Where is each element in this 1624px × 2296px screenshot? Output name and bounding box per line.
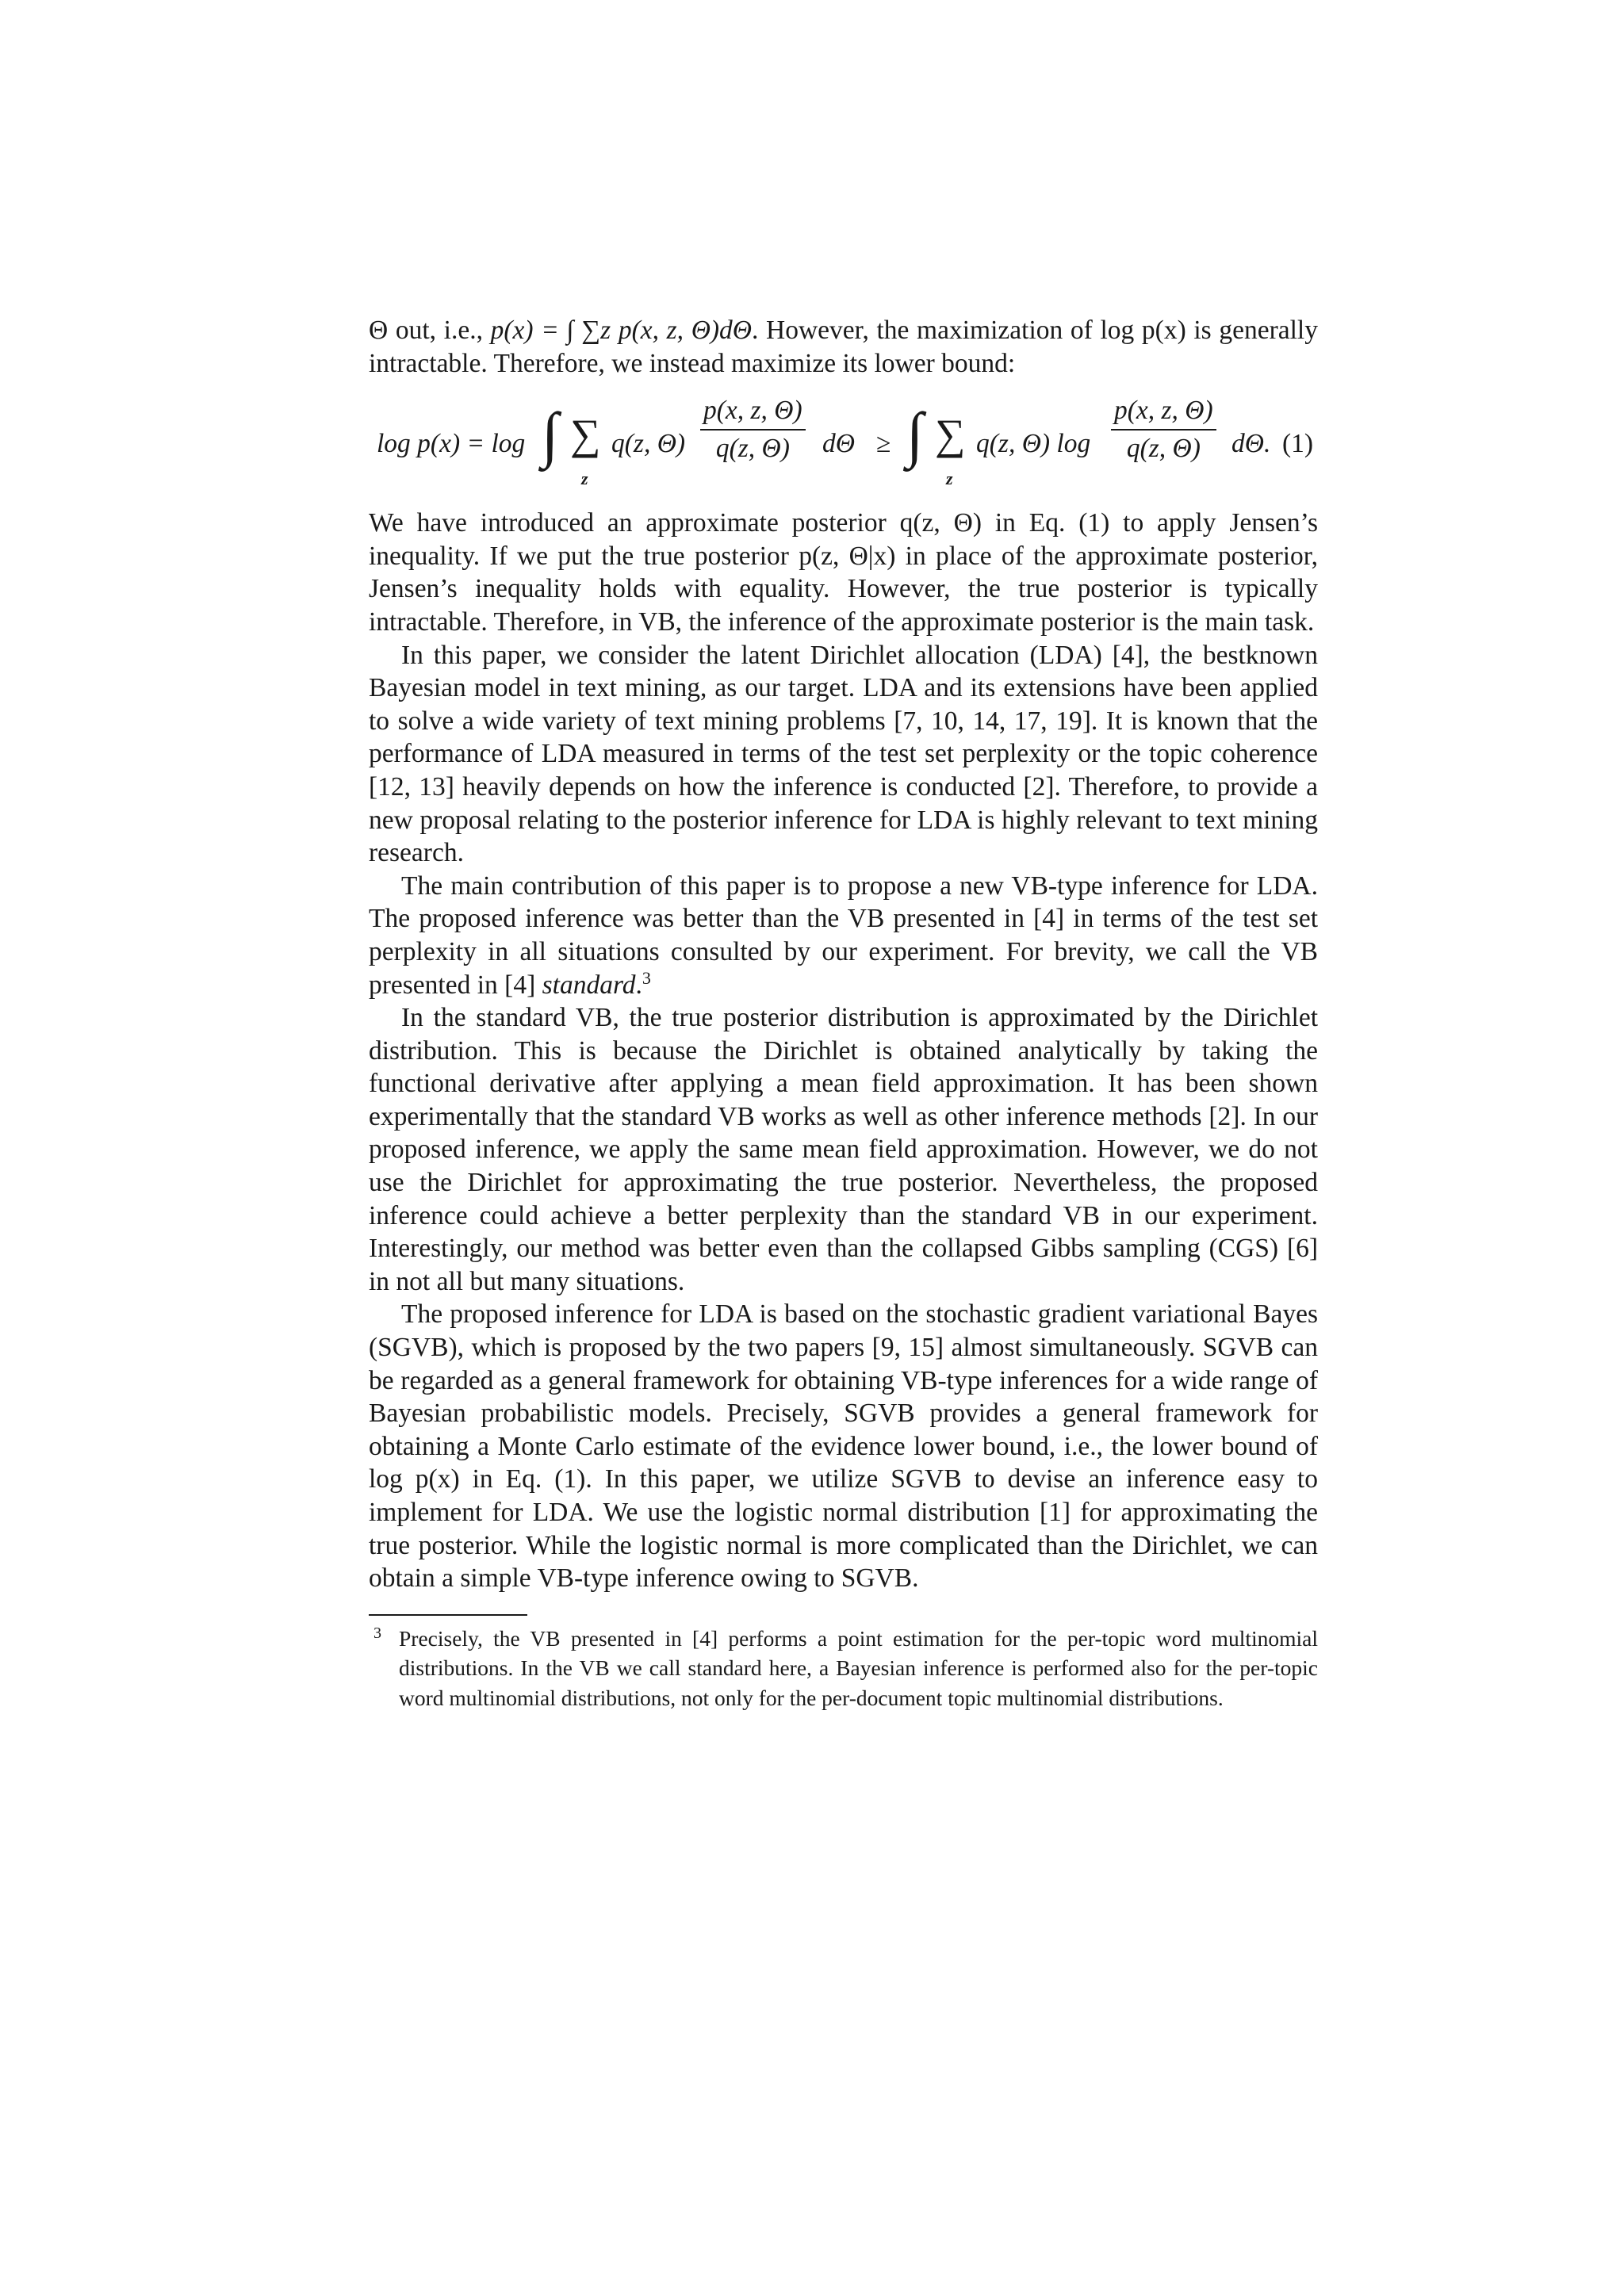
footnote-mark: 3 bbox=[642, 967, 651, 988]
eq-sum-sub-1: z bbox=[581, 469, 588, 489]
intro-paragraph bbox=[369, 314, 1318, 380]
paragraph-sgvb: The proposed inference for LDA is based on the stochastic gradient variational Bayes (SGVB), which is proposed by the two papers [9, 15] almost simultaneously. SGVB can be regarded as a general framework for obtaining VB-type inferences for a wide range of Bayesian probabilistic models. Precisely, SGVB provides a general framework for obtaining a Monte Carlo estimate of the evidence lower bound, i.e., the lower bound of log p(x) in Eq. (1). In this paper, we utilize SGVB to devise an inference easy to implement for LDA. We use the logistic normal distribution [1] for approximating the true posterior. While the logistic normal is more complicated than the Dirichlet, we can obtain a simple VB-type inference owing to SGVB. bbox=[369, 1299, 1318, 1594]
intro-lead: Θ out, i.e., bbox=[369, 316, 491, 345]
paragraph-approx-posterior: We have introduced an approximate posterior q(z, Θ) in Eq. (1) to apply Jensen’s inequality. If we put the true posterior p(z, Θ|x) in place of the approximate posterior, Jensen’s inequality holds with equality. However, the true posterior is typically intractable. Therefore, in VB, the inference of the approximate posterior is the main task. bbox=[369, 508, 1318, 637]
eq-frac-1 bbox=[700, 396, 806, 464]
equation-1 bbox=[369, 380, 1318, 507]
footnote bbox=[369, 1624, 1318, 1713]
paragraph-lda: In this paper, we consider the latent Dirichlet allocation (LDA) [4], the bestknown Bayesian model in text mining, as our target. LDA and its extensions have been applied to solve a wide variety of text mining problems [7, 10, 14, 17, 19]. It is known that the performance of LDA measured in terms of the test set perplexity or the topic coherence [12, 13] heavily depends on how the inference is conducted [2]. Therefore, to provide a new proposal relating to the posterior inference for LDA is highly relevant to text mining research. bbox=[369, 640, 1318, 868]
footnote-number: 3 bbox=[373, 1624, 381, 1642]
eq-sum-2: ∑ bbox=[935, 411, 966, 459]
intro-formula: p(x) = ∫ ∑z p(x, z, Θ)dΘ bbox=[490, 316, 752, 345]
eq-dtheta-1: dΘ bbox=[822, 429, 855, 459]
eq-geq: ≥ bbox=[876, 429, 891, 459]
eq-number: (1) bbox=[1282, 429, 1314, 459]
paragraph-standard-vb: In the standard VB, the true posterior distribution is approximated by the Dirichlet distribution. This is because the Dirichlet is obtained analytically by taking the functional derivative after applying a mean field approximation. It has been shown experimentally that the standard VB works as well as other inference methods [2]. In our proposed inference, we apply the same mean field approximation. However, we do not use the Dirichlet for approximating the true posterior. Nevertheless, the proposed inference could achieve a better perplexity than the standard VB in our experiment. Interestingly, our method was better even than the collapsed Gibbs sampling (CGS) [6] in not all but many situations. bbox=[369, 1003, 1318, 1296]
footnote-rule bbox=[369, 1614, 527, 1616]
eq-lhs: log p(x) = log bbox=[377, 429, 526, 459]
contribution-emph: standard bbox=[542, 970, 636, 1000]
eq-integral-1: ∫ bbox=[542, 400, 559, 469]
eq-q-1: q(z, Θ) bbox=[611, 429, 686, 459]
page-body bbox=[369, 314, 1318, 1713]
eq-sum-1: ∑ bbox=[570, 411, 601, 459]
eq-integral-2: ∫ bbox=[906, 400, 924, 469]
eq-frac-2 bbox=[1111, 396, 1216, 464]
eq-q-log: q(z, Θ) log bbox=[976, 429, 1091, 459]
contribution-text: The main contribution of this paper is to propose a new VB-type inference for LDA. The proposed inference was better than the VB presented in [4] in terms of the test set perplexity in all situations consulted by our experiment. For brevity, we call the VB presented in [4] bbox=[369, 871, 1318, 1000]
eq-frac-1-den: q(z, Θ) bbox=[715, 434, 790, 464]
intro-rest: . However, the maximization of log p(x) is generally intractable. Therefore, we instead maximize its lower bound: bbox=[369, 316, 1318, 378]
paragraph-contribution bbox=[369, 870, 1318, 1001]
eq-dtheta-2: dΘ. bbox=[1231, 429, 1271, 459]
contribution-period: . bbox=[635, 970, 642, 1000]
eq-frac-1-num: p(x, z, Θ) bbox=[700, 396, 806, 430]
eq-frac-2-den: q(z, Θ) bbox=[1126, 434, 1201, 464]
footnote-text: Precisely, the VB presented in [4] performs a point estimation for the per-topic word multinomial distributions. In the VB we call standard here, a Bayesian inference is performed also for the per-topic word multinomial distributions, not only for the per-document topic multinomial distributions. bbox=[399, 1625, 1318, 1710]
eq-sum-sub-2: z bbox=[946, 469, 953, 489]
eq-frac-2-num: p(x, z, Θ) bbox=[1111, 396, 1216, 430]
